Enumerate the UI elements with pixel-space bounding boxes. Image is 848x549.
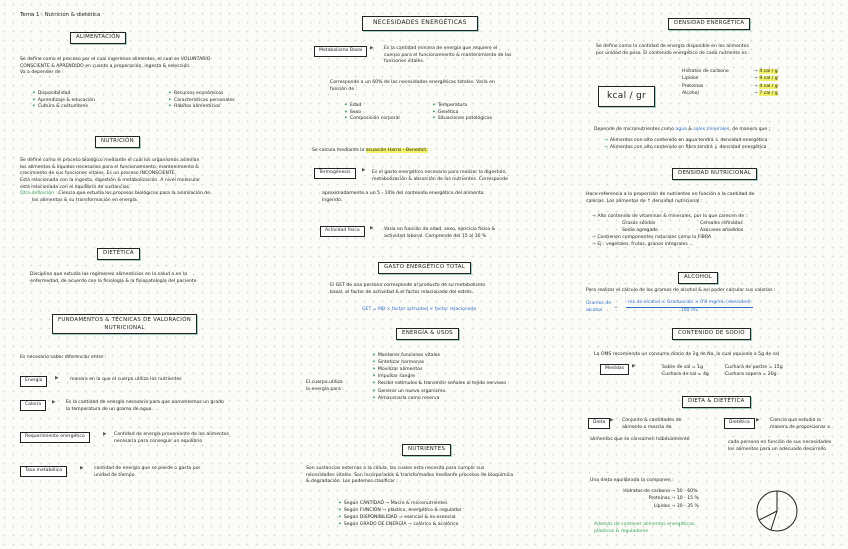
mb-list-a: ✦ Edad ✦ Sexo ✦ Composición corporal bbox=[344, 103, 400, 122]
arrow-icon: ▶ bbox=[610, 418, 614, 423]
bullet-icon: ✦ bbox=[372, 395, 376, 401]
bullet-icon: ✦ bbox=[168, 104, 172, 110]
nutrientes-text: Son sustancias externas a la célula, las cuales esta necesita para cumplir sus necesidades vitales. Son incorporados & transformados mediante procesos de bioquímica & degradación. Los podemos clasificar : bbox=[306, 466, 514, 485]
term-caloria-def: Es la cantidad de energía necesaria para que aumentemos un grado la temperatura de un gramo de agua. bbox=[66, 400, 224, 412]
bullet-icon: ✦ bbox=[432, 109, 436, 115]
energia-usos-heading: ENERGÍA & USOS bbox=[396, 328, 459, 340]
dietetica-heading: DIETÉTICA bbox=[97, 248, 140, 260]
arrow-icon: ▶ bbox=[370, 226, 374, 231]
arrow-icon: ▶ bbox=[52, 400, 56, 405]
actividad-fisica-tag: Actividad física bbox=[320, 226, 365, 237]
alcohol-label: Gramos de alcohol bbox=[586, 301, 612, 313]
bullet-icon: ✦ bbox=[372, 381, 376, 387]
medidas-tag: Medidas bbox=[600, 364, 629, 375]
termogenesis-tag: Termogénesis bbox=[314, 168, 356, 179]
term-requerimiento-def: Cantidad de energía proveniente de los alimentos necesaria para conseguir un equilibrio bbox=[114, 432, 229, 444]
bullet-icon: ✦ bbox=[338, 501, 342, 506]
densidad-nutricional-text: Hace referencia a la proporción de nutrientes en función a la cantidad de calorías. Los alimentos de ↑ densidad nutricional : bbox=[586, 192, 755, 204]
arrow-icon: ▶ bbox=[103, 432, 107, 437]
page-title: Tema 1 : Nutrición & dietética bbox=[20, 12, 101, 18]
nutricion-text: Se define como el proceso biológico mediante el cual los organismos asimilan los alimentos & líquidos necesarios para el funcionamiento, mantenimiento & crecimiento de sus funciones vitales. Es un proceso INCONSCIENTE. Está relacionada con la ingesta, digestión & metabolización. A nivel molecular está relacionada con el equilibrio de sustancias. Otra definición : Ciencia que estudia los procesos biológicos para la asimilación de los alimentos & su transformación en energía. bbox=[20, 158, 211, 203]
dieta-tag: Dieta bbox=[588, 418, 610, 429]
dietetica-tag: Dietética bbox=[724, 418, 755, 429]
dieta-equilibrada-end: Además de contener alimentos energéticos, plásticos & reguladores bbox=[594, 522, 696, 534]
bullet-icon: ✦ bbox=[344, 103, 348, 108]
bullet-icon: ✦ bbox=[344, 116, 348, 122]
alimentacion-text: Se define como el proceso por el cual ingerimos alimentos, el cual es VOLUNTARIO CONSCIENTE & APRENDIDO en cuanto a preparación, ingesta & selección. Va a depender de : bbox=[20, 57, 211, 76]
densidad-nutricional-items: → Alto contenido de vitaminas & minerales, por lo que carecen de : Grasas sólidas Sodio agregado Cereales refinados Azúcares añadidos → Contienen componentes naturales como la FIBRA → Ej : vegetales, frutas, granos integrales ... bbox=[592, 214, 748, 248]
alimentacion-heading: ALIMENTACIÓN bbox=[70, 32, 126, 44]
dieta-equilibrada-list: Hidratos de carbono → 50 - 60% Proteínas → 10 - 15 % Lípidos → 30 - 35 % bbox=[623, 489, 699, 509]
arrow-icon: ▶ bbox=[362, 168, 366, 173]
term-caloria: Caloría bbox=[20, 400, 46, 411]
necesidades-heading: NECESIDADES ENERGÉTICAS bbox=[362, 16, 478, 31]
medidas-list: Sobre de sal = 1g Cuchara de sal = 4g Cuchara de postre = 15g Cuchara sopera = 20g bbox=[662, 365, 783, 378]
arrow-icon: → bbox=[592, 242, 596, 248]
fundamentos-intro: Es necesario saber diferenciar entre : bbox=[20, 355, 107, 360]
bullet-icon: ✦ bbox=[372, 388, 376, 394]
dependencia-list: → Alimentos con alto contenido en agua tendrá ↓ densidad energética → Alimentos con alto contenido en fibra tendrá ↓ densidad energética bbox=[604, 138, 768, 150]
alcohol-formula: mL de alcohol × Graduación × 0'8 mg/mL (densidad) 100 mL bbox=[628, 300, 751, 313]
pie-chart-sketch bbox=[752, 486, 802, 536]
harris-benedict-note: Se calcula mediante la ecuación Harris - Benedict. bbox=[312, 148, 428, 153]
bullet-icon: ✦ bbox=[432, 103, 436, 108]
arrow-icon: → bbox=[604, 138, 608, 143]
mb-list-b: ✦ Temperatura ✦ Genética ✦ Situaciones patológicas bbox=[432, 103, 493, 122]
get-formula: GET = MB × factor actividad × factor relacionado bbox=[362, 307, 477, 312]
bullet-icon: ✦ bbox=[432, 116, 436, 122]
arrow-icon: ▶ bbox=[632, 364, 636, 369]
bullet-icon: ✦ bbox=[344, 109, 348, 115]
alcohol-heading: ALCOHOL bbox=[678, 272, 718, 284]
termogenesis-text: Es el gasto energético necesario para realizar la digestión, metabolización & absorción de los nutrientes. Corresponde bbox=[372, 170, 508, 182]
nutrient-energy-list: Hidratos de carbono → 4 cal / g Lípidos → 9 cal / g Proteínas → 4 cal / g Alcohol → 7 cal / g bbox=[682, 69, 778, 97]
termogenesis-text-cont: aproximadamente a un 5 - 10% del contenido energético del alimento ingerido. bbox=[322, 191, 484, 203]
bullet-icon: ✦ bbox=[372, 367, 376, 373]
arrow-icon: ▶ bbox=[80, 466, 84, 471]
dieta-equilibrada-text: Una dieta equilibrada la componen : bbox=[590, 478, 674, 483]
alimentacion-list-b: ✦ Recursos económicos ✦ Características personales ✦ Hábitos alimenticios bbox=[168, 91, 235, 110]
arrow-icon: → bbox=[604, 144, 608, 150]
arrow-icon: → bbox=[592, 235, 596, 241]
metabolismo-basal-text2: Corresponde a un 60% de las necesidades energéticas totales. Varía en función de : bbox=[330, 80, 495, 92]
densidad-energetica-heading: DENSIDAD ENERGÉTICA bbox=[668, 18, 750, 30]
dieta-text: Conjunto & cantidades de alimento o mezcla de bbox=[622, 418, 682, 430]
actividad-fisica-text: Varía en función de edad, sexo, ejercicio físico & actividad laboral. Comprende del 15 al 30 % bbox=[384, 227, 496, 239]
bullet-icon: ✦ bbox=[32, 97, 36, 103]
alcohol-equals: = bbox=[614, 305, 618, 310]
usos-lead: El cuerpo utiliza la energía para : bbox=[306, 380, 344, 392]
nutricion-heading: NUTRICIÓN bbox=[95, 136, 140, 148]
densidad-nutricional-heading: DENSIDAD NUTRICIONAL bbox=[672, 168, 757, 180]
arrow-icon: → bbox=[592, 214, 596, 219]
metabolismo-basal-tag: Metabolismo Basal bbox=[314, 46, 367, 57]
nutrientes-heading: NUTRIENTES bbox=[402, 444, 451, 456]
dietetica-text-cont: cada persona en función de sus necesidades los alimentos para un adecuado desarrollo bbox=[728, 440, 832, 452]
fundamentos-heading: FUNDAMENTOS & TÉCNICAS DE VALORACIÓN NUTRICIONAL bbox=[52, 314, 197, 334]
dieta-dietetica-heading: DIETA & DIETÉTICA bbox=[682, 396, 751, 408]
bullet-icon: ✦ bbox=[372, 353, 376, 358]
get-heading: GASTO ENERGÉTICO TOTAL bbox=[378, 262, 471, 274]
term-energia: Energía bbox=[20, 376, 47, 387]
bullet-icon: ✦ bbox=[168, 97, 172, 103]
arrow-icon: ▶ bbox=[756, 418, 760, 423]
usos-list: ✦ Mantener funciones vitales ✦ Sintetizar hormonas ✦ Movilizar alimentos ✦ Impulsar sangre ✦ Recibir estímulos & transmitir señales al tejido nervioso ✦ Generar un nuevo organismo ✦ Almacenarla como reserva bbox=[372, 353, 507, 401]
nutrientes-clasificacion: ✦ Según CANTIDAD → Macro & micronutrientes ✦ Según FUNCIÓN → plástico, energético & regulador ✦ Según DISPONIBILIDAD → esencial & no esencial ✦ Según GRADO DE ENERGÍA → calórico & acalórico bbox=[338, 501, 462, 528]
bullet-icon: ✦ bbox=[372, 374, 376, 380]
term-requerimiento: Requerimiento energético bbox=[20, 432, 90, 443]
dieta-text-cont: alimentos que se consumen habitualmente bbox=[590, 437, 690, 442]
term-energia-def: manera en la que el cuerpo utiliza los nutrientes bbox=[70, 377, 182, 382]
dependencia-text: Depende de micronutrientes como agua & sales minerales, de manera que : bbox=[594, 127, 771, 132]
sodio-heading: CONTENIDO DE SODIO bbox=[672, 328, 751, 340]
otra-definicion-label: Otra definición : bbox=[20, 191, 57, 197]
term-tasa-metabolica: Tasa metabólica bbox=[20, 466, 67, 477]
term-tasa-def: cantidad de energía que se pierde o gasta por unidad de tiempo bbox=[94, 466, 201, 478]
bullet-icon: ✦ bbox=[372, 360, 376, 366]
alcohol-text: Para realizar el cálculo de los gramos de alcohol & así poder calcular sus calorías : bbox=[586, 288, 776, 293]
bullet-icon: ✦ bbox=[338, 522, 342, 528]
kcal-unit-box: kcal / gr bbox=[598, 86, 655, 107]
bullet-icon: ✦ bbox=[168, 91, 172, 96]
arrow-icon: ▶ bbox=[370, 46, 374, 51]
densidad-energetica-text: Se define como la cantidad de energía disponible en los alimentos por unidad de peso. El contenido energético de cada nutriente es : bbox=[596, 44, 750, 56]
arrow-icon: ▶ bbox=[55, 376, 59, 381]
bullet-icon: ✦ bbox=[32, 104, 36, 110]
get-text: El GET de una persona corresponde al producto de su metabolismo basal, el factor de actividad & el factor relacionado del estrés. bbox=[330, 283, 486, 295]
bullet-icon: ✦ bbox=[338, 508, 342, 514]
alimentacion-list-a: ✦ Disponibilidad ✦ Aprendizaje & educación ✦ Cultura & costumbres bbox=[32, 91, 95, 110]
dietetica-text: Disciplina que estudia los regímenes alimenticios en la salud o en la enfermedad, de acuerdo con la fisiología & la fisiopatología del paciente bbox=[30, 272, 197, 284]
metabolismo-basal-text: Es la cantidad mínima de energía que requiere el cuerpo para el funcionamiento & mantenimiento de las funciones vitales. bbox=[384, 46, 512, 65]
dietetica-text: Ciencia que estudia la manera de proporcionar a bbox=[770, 418, 830, 430]
bullet-icon: ✦ bbox=[32, 91, 36, 96]
bullet-icon: ✦ bbox=[338, 515, 342, 521]
sodio-text: La OMS recomienda un consumo diario de 2g de Na, lo cual equivale a 5g de sal bbox=[594, 352, 780, 357]
